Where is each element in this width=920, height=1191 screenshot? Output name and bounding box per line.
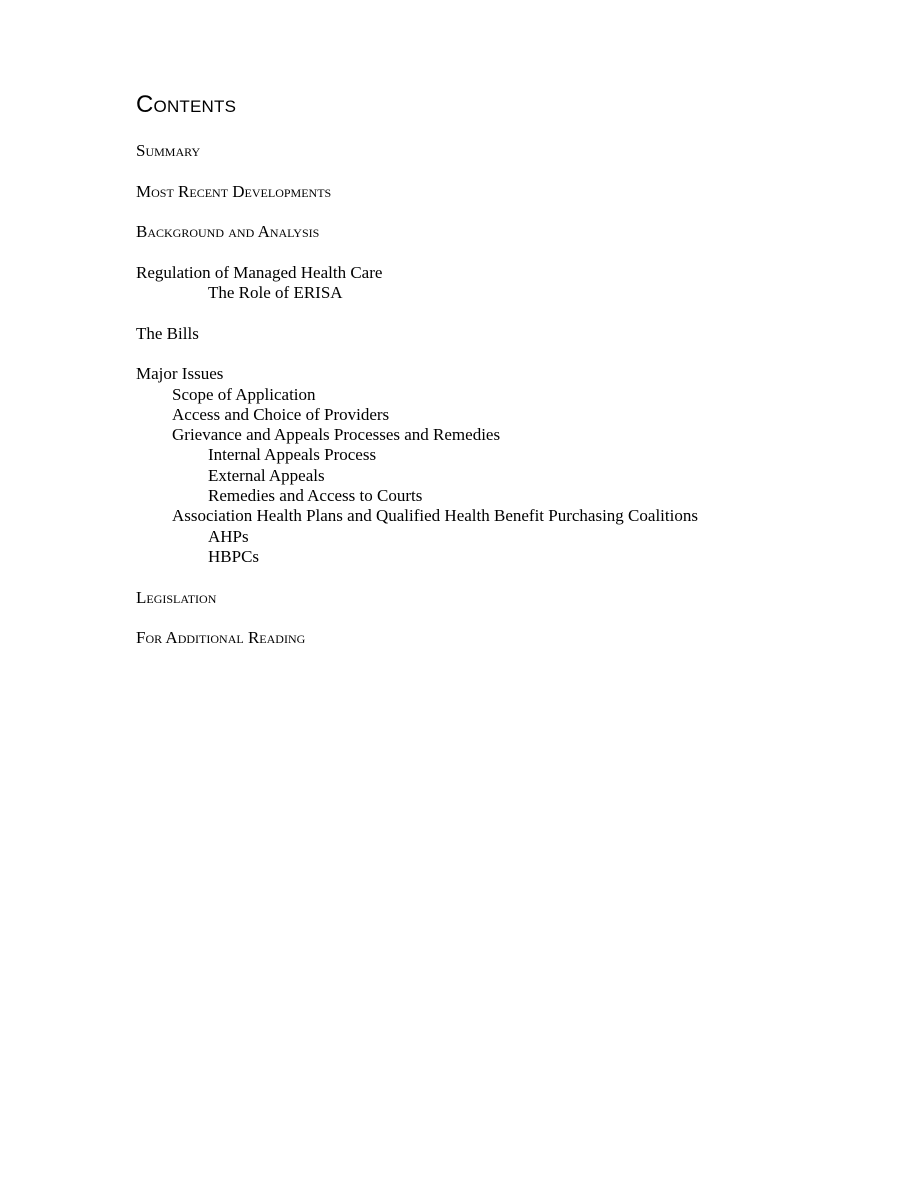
toc-entry-legislation: Legislation	[136, 587, 217, 607]
toc-entry-scope-of-application: Scope of Application	[172, 384, 316, 404]
contents-heading: Contents	[136, 91, 237, 118]
toc-entry-internal-appeals-process: Internal Appeals Process	[208, 445, 377, 465]
toc-entry-hbpcs: HBPCs	[208, 546, 260, 566]
toc-entry-remedies-and-access-to-courts: Remedies and Access to Courts	[208, 486, 423, 506]
toc-entry-access-and-choice-of-providers: Access and Choice of Providers	[172, 404, 390, 424]
toc-entry-summary: Summary	[136, 141, 201, 160]
toc-entry-background-and-analysis: Background and Analysis	[136, 222, 320, 242]
toc-entry-for-additional-reading: For Additional Reading	[136, 628, 306, 648]
table-of-contents	[136, 141, 836, 648]
toc-entry-external-appeals: External Appeals	[208, 465, 325, 485]
toc-entry-grievance-and-appeals: Grievance and Appeals Processes and Remedies	[172, 425, 501, 445]
toc-entry-the-bills: The Bills	[136, 323, 199, 343]
toc-entry-most-recent-developments: Most Recent Developments	[136, 181, 332, 201]
toc-entry-ahps: AHPs	[208, 526, 249, 546]
toc-entry-major-issues: Major Issues	[136, 364, 224, 384]
toc-entry-association-health-plans: Association Health Plans and Qualified Health Benefit Purchasing Coalitions	[172, 506, 698, 526]
toc-entry-role-of-erisa: The Role of ERISA	[208, 283, 343, 303]
toc-entry-regulation-of-managed-health-care: Regulation of Managed Health Care	[136, 262, 383, 282]
